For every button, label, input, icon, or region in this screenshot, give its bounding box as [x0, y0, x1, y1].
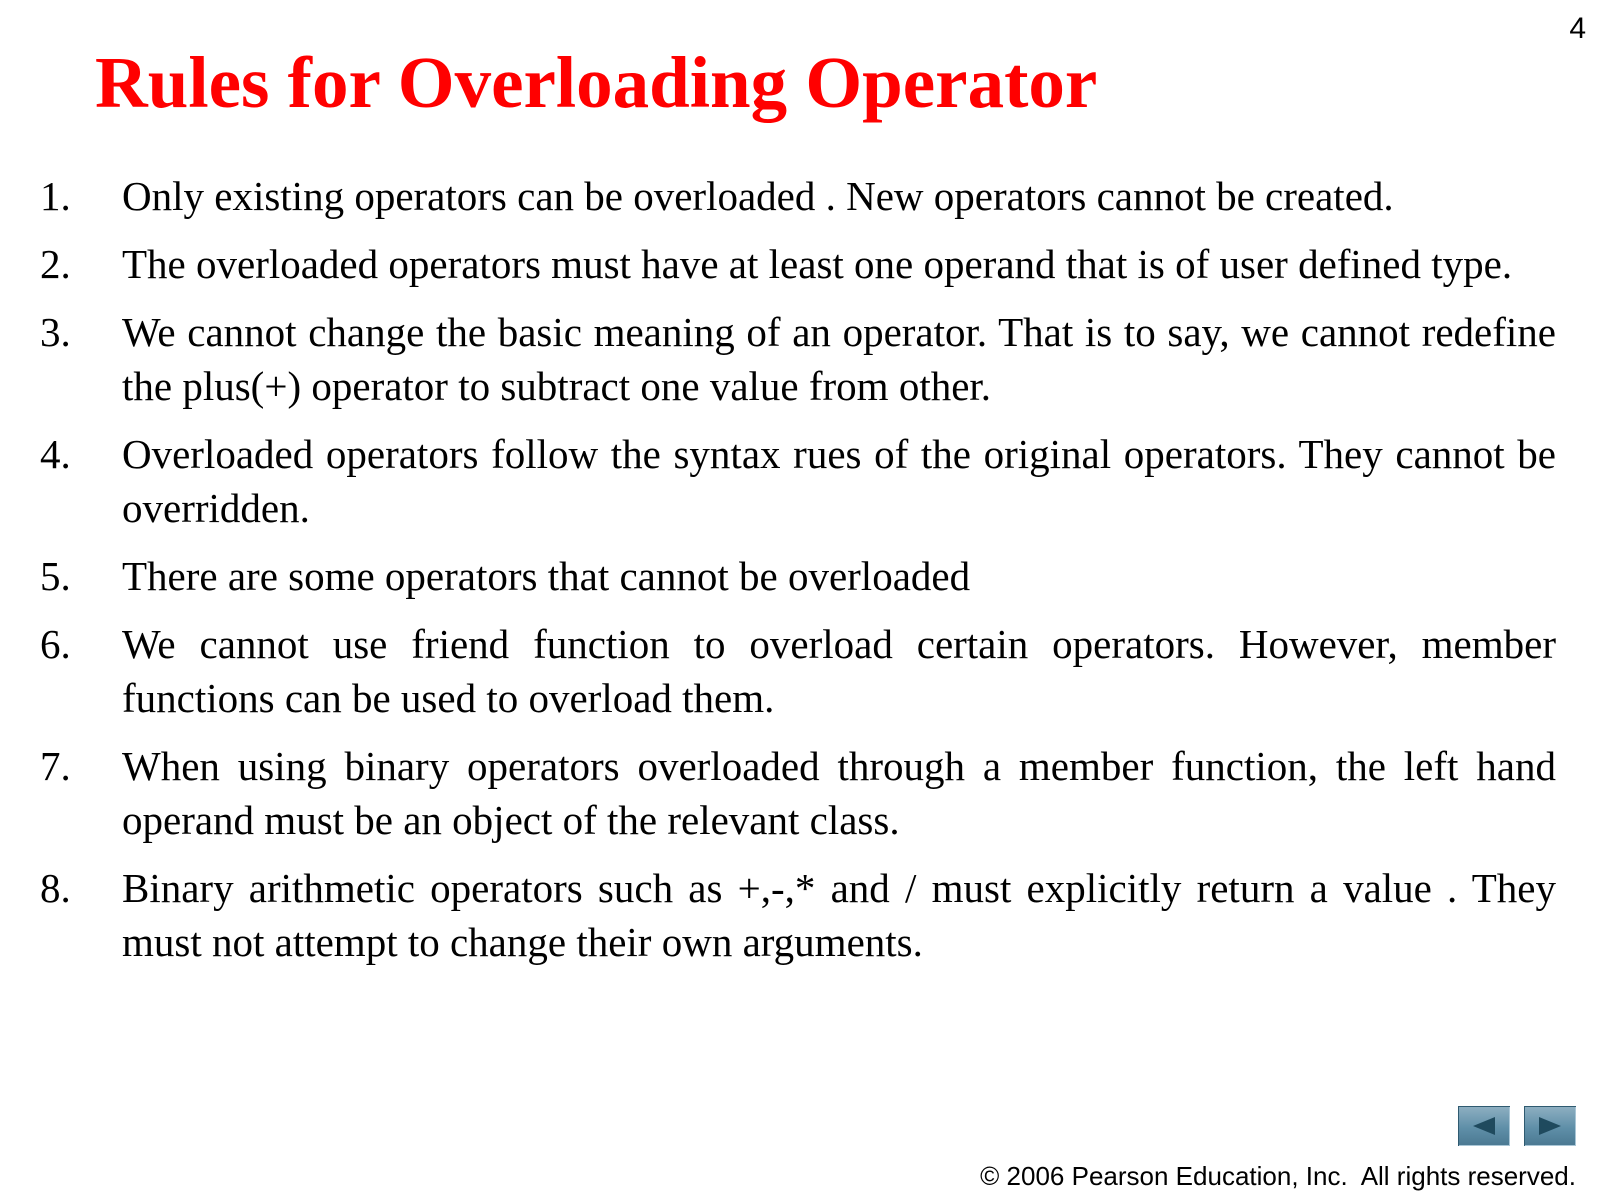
rule-text: We cannot use friend function to overload certain operators. However, member functions can be used to overload them. — [122, 621, 1556, 721]
list-item — [40, 549, 1556, 603]
list-item — [40, 237, 1556, 291]
list-item — [40, 617, 1556, 725]
triangle-right-icon — [1535, 1115, 1565, 1137]
rule-text: There are some operators that cannot be overloaded — [122, 553, 971, 599]
next-slide-button[interactable] — [1524, 1106, 1576, 1146]
list-item — [40, 427, 1556, 535]
triangle-left-icon — [1469, 1115, 1499, 1137]
rule-number: 2. — [40, 241, 71, 287]
previous-slide-button[interactable] — [1458, 1106, 1510, 1146]
rule-text: Only existing operators can be overloaded . New operators cannot be created. — [122, 173, 1394, 219]
rule-number: 8. — [40, 865, 71, 911]
rule-text: Binary arithmetic operators such as +,-,* and / must explicitly return a value . They must not attempt to change their own arguments. — [122, 865, 1556, 965]
rule-number: 4. — [40, 431, 71, 477]
rule-number: 5. — [40, 553, 71, 599]
rule-text: The overloaded operators must have at least one operand that is of user defined type. — [122, 241, 1513, 287]
list-item — [40, 739, 1556, 847]
rule-text: Overloaded operators follow the syntax rues of the original operators. They cannot be overridden. — [122, 431, 1556, 531]
slide-navigation — [1458, 1106, 1576, 1146]
rule-text: When using binary operators overloaded through a member function, the left hand operand must be an object of the relevant class. — [122, 743, 1556, 843]
list-item — [40, 169, 1556, 223]
copyright-footer: © 2006 Pearson Education, Inc. All rights reserved. — [980, 1161, 1576, 1191]
rule-number: 7. — [40, 743, 71, 789]
page-number: 4 — [1569, 12, 1586, 45]
list-item — [40, 861, 1556, 969]
rule-number: 1. — [40, 173, 71, 219]
rules-list — [40, 169, 1556, 983]
rule-text: We cannot change the basic meaning of an operator. That is to say, we cannot redefine the plus(+) operator to subtract one value from other. — [122, 309, 1556, 409]
rule-number: 6. — [40, 621, 71, 667]
rule-number: 3. — [40, 309, 71, 355]
slide-title: Rules for Overloading Operator — [95, 42, 1098, 123]
list-item — [40, 305, 1556, 413]
